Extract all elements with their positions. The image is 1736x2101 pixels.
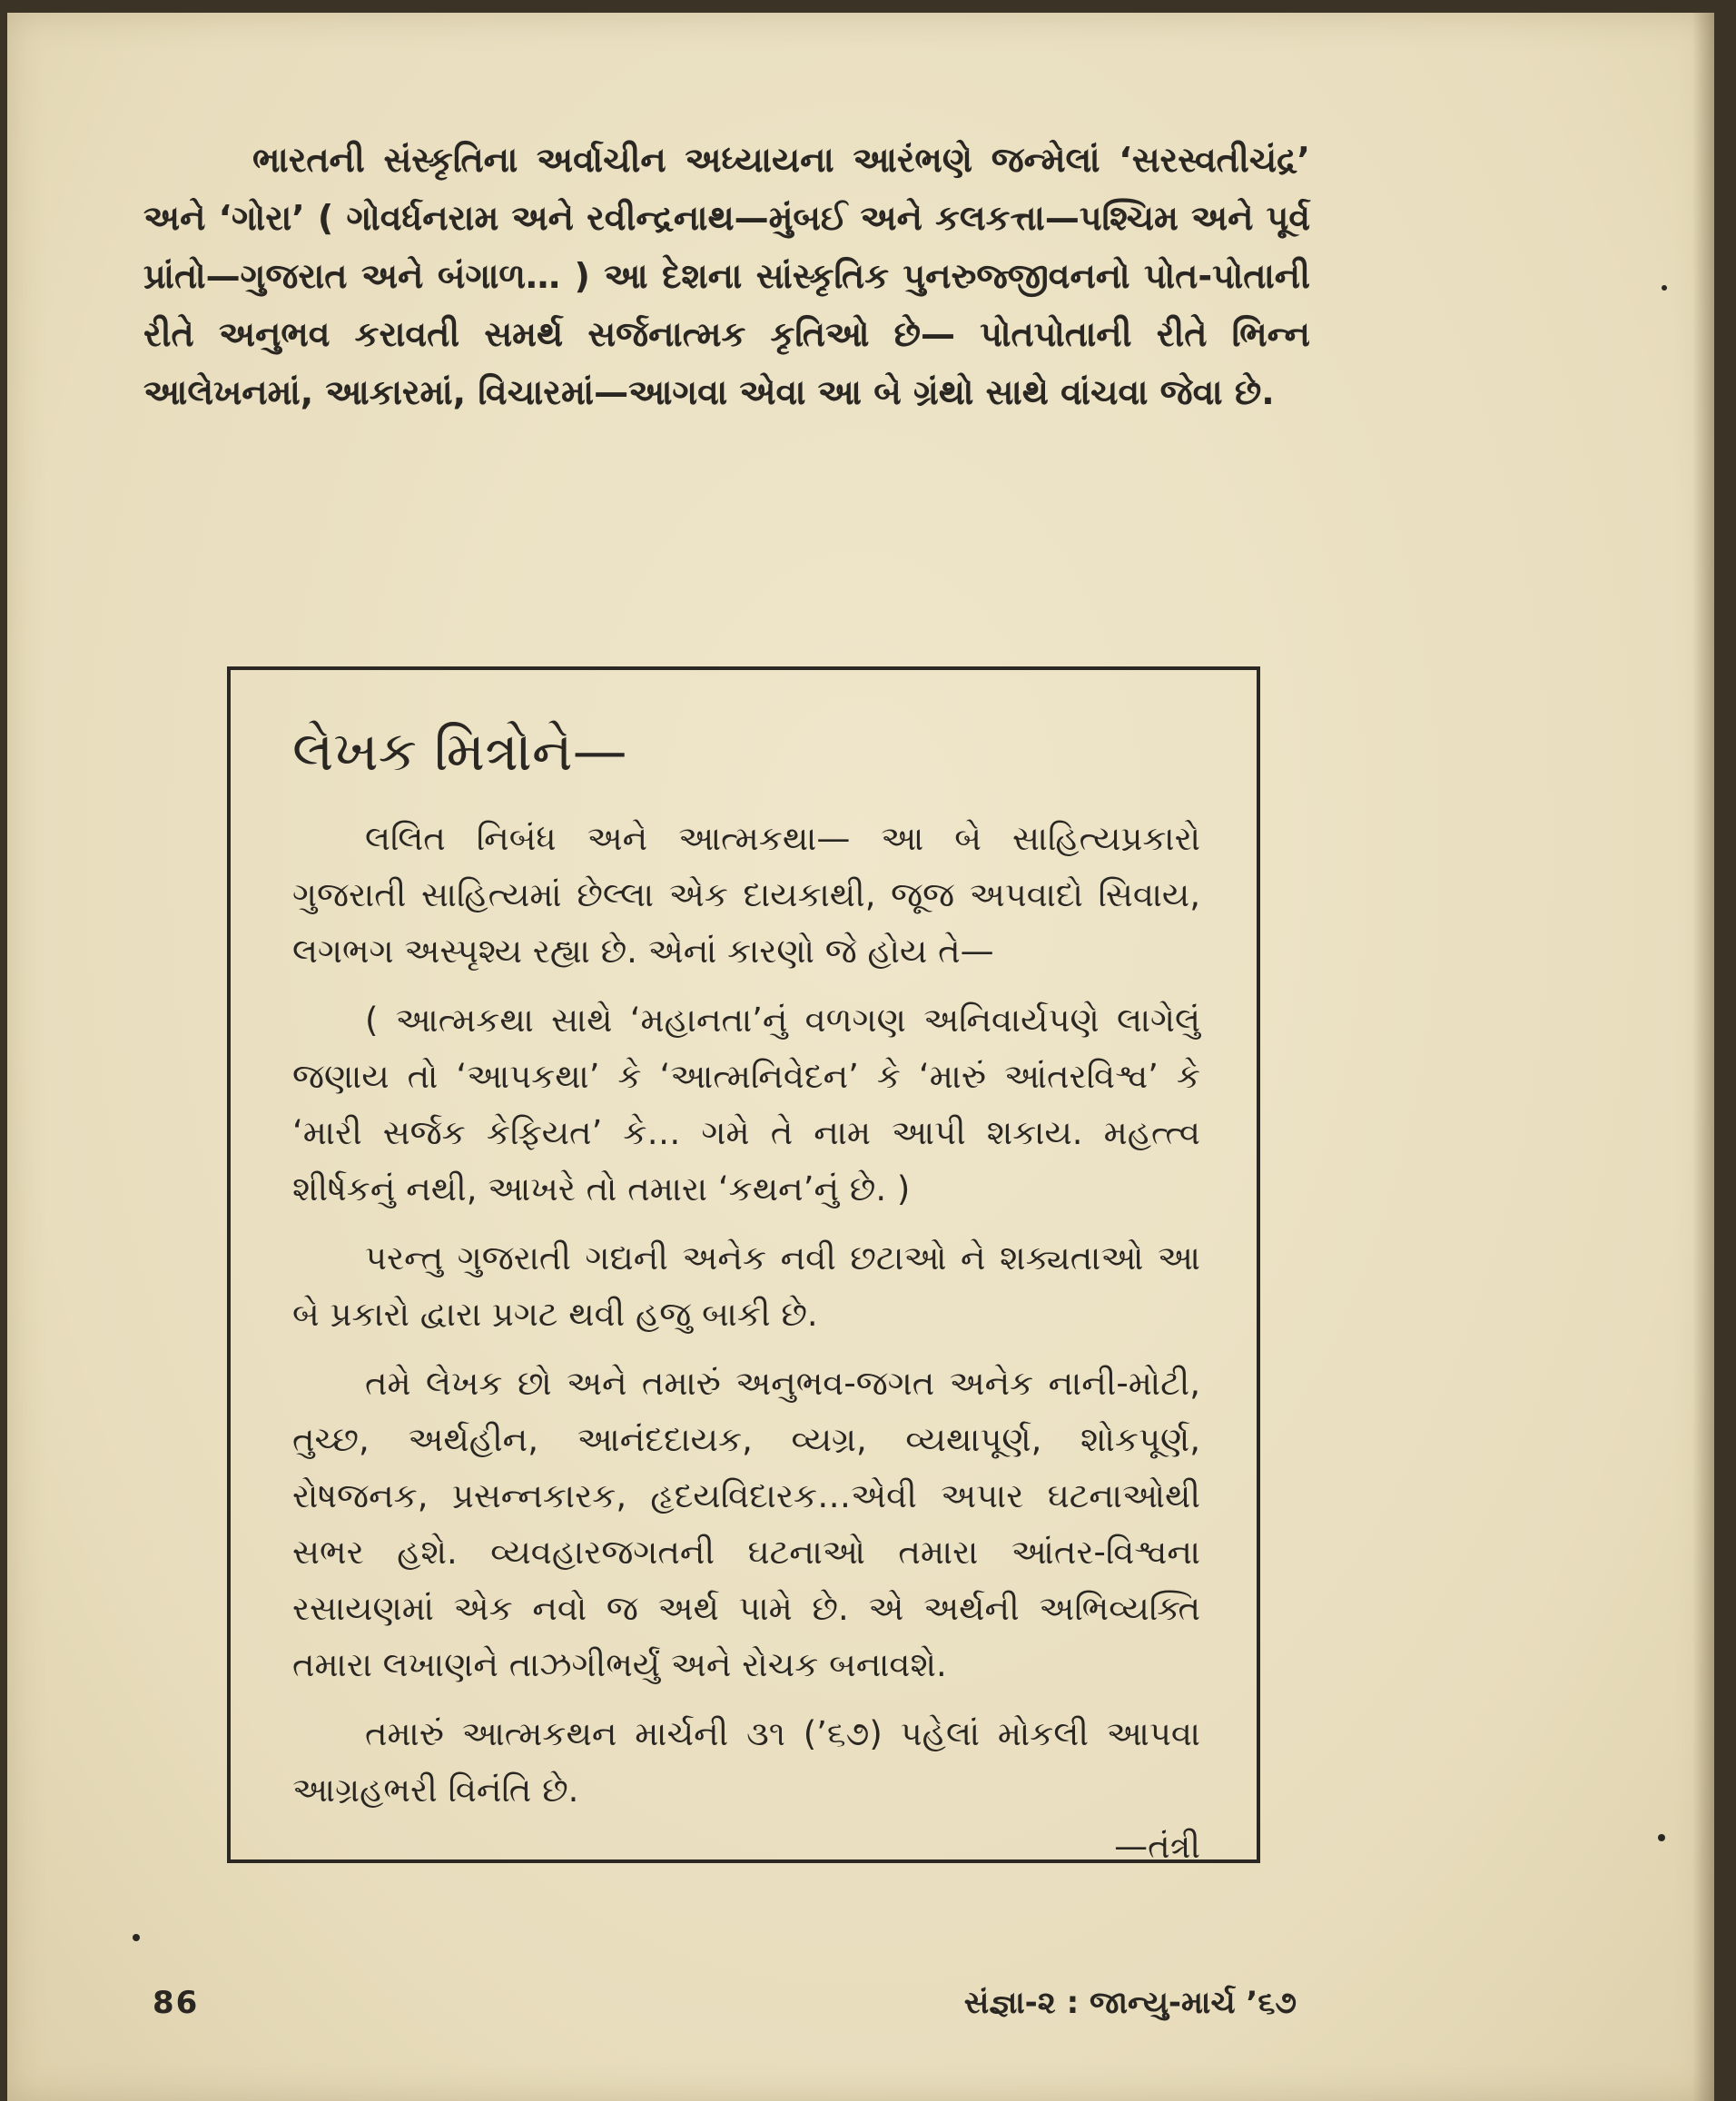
intro-text: ભારતની સંસ્કૃતિના અર્વાચીન અધ્યાયના આરંભણે જન્મેલાં ‘સરસ્વતીચંદ્ર’ અને ‘ગોરા’ ( ગોવર્ધનરામ અને રવીન્દ્રનાથ—મુંબઈ અને કલકત્તા—પશ્ચિમ અને પૂર્વ પ્રાંતો—ગુજરાત અને બંગાળ… ) આ દેશના સાંસ્કૃતિક પુનરુજ્જીવનનો પોત-પોતાની રીતે અનુભવ કરાવતી સમર્થ સર્જનાત્મક કૃતિઓ છે— પોતપોતાની રીતે ભિન્ન આલેખનમાં, આકારમાં, વિચારમાં—આગવા એવા આ બે ગ્રંથો સાથે વાંચવા જેવા છે. [143,140,1310,412]
ink-speck [1658,1834,1665,1841]
notice-closing-text: તમારું આત્મકથન માર્ચની ૩૧ (’૬૭) પહેલાં મોકલી આપવા આગ્રહભરી વિનંતિ છે. [292,1714,1200,1810]
notice-paragraph: તમે લેખક છો અને તમારું અનુભવ-જગત અનેક નાની-મોટી, તુચ્છ, અર્થહીન, આનંદદાયક, વ્યગ્ર, વ્યથાપૂર્ણ, શોકપૂર્ણ, રોષજનક, પ્રસન્નકારક, હૃદયવિદારક…એવી અપાર ઘટનાઓથી સભર હશે. વ્યવહારજગતની ઘટનાઓ તમારા આંતર-વિશ્વના રસાયણમાં એક નવો જ અર્થ પામે છે. એ અર્થની અભિવ્યક્તિ તમારા લખાણને તાઝગીભર્યું અને રોચક બનાવશે. [292,1364,1200,1684]
intro-paragraph [143,131,1310,421]
ink-speck [133,1934,140,1941]
page-binding-shadow [1692,13,1714,2101]
magazine-page [7,13,1714,2101]
notice-paragraph: લલિત નિબંધ અને આત્મકથા— આ બે સાહિત્યપ્રકારો ગુજરાતી સાહિત્યમાં છેલ્લા એક દાયકાથી, જૂજ અપવાદો સિવાય, લગભગ અસ્પૃશ્ય રહ્યા છે. એનાં કારણો જે હોય તે— [292,819,1200,971]
notice-title: લેખક મિત્રોને— [292,720,627,784]
issue-footer: સંજ્ઞા-૨ : જાન્યુ-માર્ચ ’૬૭ [963,1985,1297,2021]
page-number: 86 [153,1985,200,2021]
notice-signature: —તંત્રી [1114,1827,1200,1866]
signature-row [292,1819,1200,1875]
notice-body [292,811,1200,1875]
notice-closing [292,1706,1200,1875]
notice-paragraph: પરન્તુ ગુજરાતી ગદ્યની અનેક નવી છટાઓ ને શક્યતાઓ આ બે પ્રકારો દ્વારા પ્રગટ થવી હજુ બાકી છે. [292,1238,1200,1334]
notice-paragraph: ( આત્મકથા સાથે ‘મહાનતા’નું વળગણ અનિવાર્યપણે લાગેલું જણાય તો ‘આપકથા’ કે ‘આત્મનિવેદન’ કે ‘મારું આંતરવિશ્વ’ કે ‘મારી સર્જક કેફિયત’ કે… ગમે તે નામ આપી શકાય. મહત્ત્વ શીર્ષકનું નથી, આખરે તો તમારા ‘કથન’નું છે. ) [292,1001,1200,1208]
ink-speck [1662,285,1667,291]
notice-box [227,666,1260,1866]
